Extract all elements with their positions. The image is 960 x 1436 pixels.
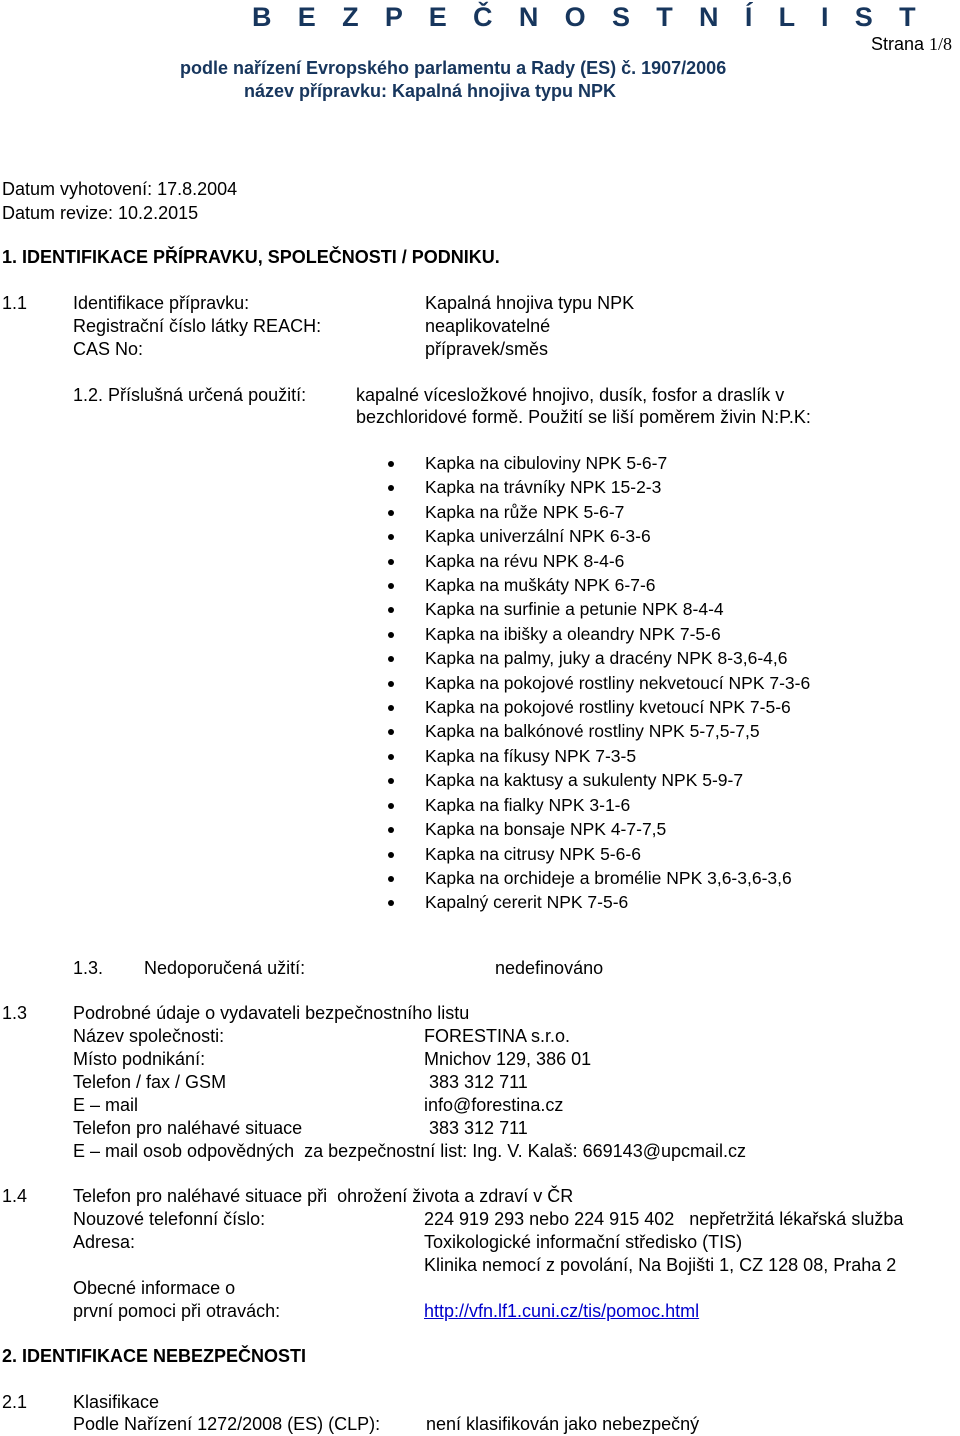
list-item: Kapka na růže NPK 5-6-7 bbox=[388, 500, 810, 524]
product-identifier-label: Identifikace přípravku: bbox=[73, 293, 250, 313]
emergency-number-value: 224 919 293 nebo 224 915 402 nepřetržitá lékařská služba bbox=[424, 1209, 904, 1229]
address-label: Adresa: bbox=[73, 1232, 136, 1252]
company-address-value: Mnichov 129, 386 01 bbox=[424, 1049, 592, 1069]
clp-regulation-label: Podle Nařízení 1272/2008 (ES) (CLP): bbox=[73, 1414, 381, 1434]
emergency-phone-value: 383 312 711 bbox=[424, 1118, 528, 1138]
cas-number-label: CAS No: bbox=[73, 339, 144, 359]
section-2-1-number: 2.1 bbox=[2, 1392, 28, 1412]
section-1-4-number: 1.4 bbox=[2, 1186, 28, 1206]
phone-fax-value: 383 312 711 bbox=[424, 1072, 528, 1092]
address-line-2: Klinika nemocí z povolání, Na Bojišti 1, CZ 128 08, Praha 2 bbox=[424, 1255, 897, 1275]
supplier-details-heading: Podrobné údaje o vydavateli bezpečnostního listu bbox=[73, 1003, 470, 1023]
company-address-label: Místo podnikání: bbox=[73, 1049, 206, 1069]
reach-number-value: neaplikovatelné bbox=[425, 316, 551, 336]
section-1-1-number: 1.1 bbox=[2, 293, 28, 313]
regulation-subtitle: podle nařízení Evropského parlamentu a Rady (ES) č. 1907/2006 bbox=[180, 58, 727, 78]
list-item: Kapka na citrusy NPK 5-6-6 bbox=[388, 842, 810, 866]
list-item: Kapka na révu NPK 8-4-6 bbox=[388, 549, 810, 573]
section-1-3a-number: 1.3. bbox=[73, 958, 104, 978]
section-2-heading: 2. IDENTIFIKACE NEBEZPEČNOSTI bbox=[2, 1346, 307, 1366]
list-item: Kapka na trávníky NPK 15-2-3 bbox=[388, 475, 810, 499]
uses-advised-against-value: nedefinováno bbox=[495, 958, 604, 978]
list-item: Kapka na kaktusy a sukulenty NPK 5-9-7 bbox=[388, 768, 810, 792]
date-issued: Datum vyhotovení: 17.8.2004 bbox=[2, 179, 238, 199]
section-1-3-number: 1.3 bbox=[2, 1003, 28, 1023]
list-item: Kapka na orchideje a bromélie NPK 3,6-3,6-3,6 bbox=[388, 866, 810, 890]
list-item: Kapka na fíkusy NPK 7-3-5 bbox=[388, 744, 810, 768]
general-info-label-line2: první pomoci při otravách: bbox=[73, 1301, 281, 1321]
product-identifier-value: Kapalná hnojiva typu NPK bbox=[425, 293, 635, 313]
phone-fax-label: Telefon / fax / GSM bbox=[73, 1072, 227, 1092]
intended-use-value-line1: kapalné vícesložkové hnojivo, dusík, fosfor a draslík v bbox=[356, 385, 785, 405]
list-item: Kapka na palmy, juky a dracény NPK 8-3,6-4,6 bbox=[388, 646, 810, 670]
page-number: 1/8 bbox=[928, 34, 952, 54]
emergency-number-label: Nouzové telefonní číslo: bbox=[73, 1209, 266, 1229]
list-item: Kapka na pokojové rostliny kvetoucí NPK 7-5-6 bbox=[388, 695, 810, 719]
list-item: Kapalný cererit NPK 7-5-6 bbox=[388, 890, 810, 914]
email-value: info@forestina.cz bbox=[424, 1095, 564, 1115]
intended-use-label: Příslušná určená použití: bbox=[108, 385, 307, 405]
responsible-person-email: E – mail osob odpovědných za bezpečnostní list: Ing. V. Kalaš: 669143@upcmail.cz bbox=[73, 1141, 747, 1161]
product-name-subtitle: název přípravku: Kapalná hnojiva typu NPK bbox=[243, 81, 617, 101]
list-item: Kapka na cibuloviny NPK 5-6-7 bbox=[388, 451, 810, 475]
product-variant-list bbox=[388, 451, 810, 915]
list-item: Kapka univerzální NPK 6-3-6 bbox=[388, 524, 810, 548]
list-item: Kapka na ibišky a oleandry NPK 7-5-6 bbox=[388, 622, 810, 646]
list-item: Kapka na balkónové rostliny NPK 5-7,5-7,5 bbox=[388, 719, 810, 743]
reach-number-label: Registrační číslo látky REACH: bbox=[73, 316, 322, 336]
cas-number-value: přípravek/směs bbox=[425, 339, 549, 359]
list-item: Kapka na pokojové rostliny nekvetoucí NPK 7-3-6 bbox=[388, 671, 810, 695]
list-item: Kapka na fialky NPK 3-1-6 bbox=[388, 793, 810, 817]
intended-use-value-line2: bezchloridové formě. Použití se liší poměrem živin N:P.K: bbox=[356, 407, 811, 427]
date-revised: Datum revize: 10.2.2015 bbox=[2, 203, 199, 223]
emergency-heading: Telefon pro naléhavé situace při ohrožení života a zdraví v ČR bbox=[73, 1186, 574, 1206]
clp-classification-value: není klasifikován jako nebezpečný bbox=[426, 1414, 700, 1434]
page-indicator bbox=[871, 34, 952, 55]
first-aid-info-link[interactable]: http://vfn.lf1.cuni.cz/tis/pomoc.html bbox=[424, 1301, 700, 1321]
email-label: E – mail bbox=[73, 1095, 139, 1115]
general-info-label-line1: Obecné informace o bbox=[73, 1278, 236, 1298]
company-name-value: FORESTINA s.r.o. bbox=[424, 1026, 571, 1046]
company-name-label: Název společnosti: bbox=[73, 1026, 225, 1046]
list-item: Kapka na muškáty NPK 6-7-6 bbox=[388, 573, 810, 597]
uses-advised-against-label: Nedoporučená užití: bbox=[144, 958, 306, 978]
section-1-2-number: 1.2. bbox=[73, 385, 104, 405]
page-label: Strana bbox=[870, 34, 929, 54]
list-item: Kapka na bonsaje NPK 4-7-7,5 bbox=[388, 817, 810, 841]
emergency-phone-label: Telefon pro naléhavé situace bbox=[73, 1118, 303, 1138]
address-line-1: Toxikologické informační středisko (TIS) bbox=[424, 1232, 743, 1252]
section-1-heading: 1. IDENTIFIKACE PŘÍPRAVKU, SPOLEČNOSTI / PODNIKU. bbox=[2, 247, 500, 267]
classification-label: Klasifikace bbox=[73, 1392, 160, 1412]
document-title: B E Z P E Č N O S T N Í L I S T bbox=[252, 2, 925, 32]
list-item: Kapka na surfinie a petunie NPK 8-4-4 bbox=[388, 597, 810, 621]
